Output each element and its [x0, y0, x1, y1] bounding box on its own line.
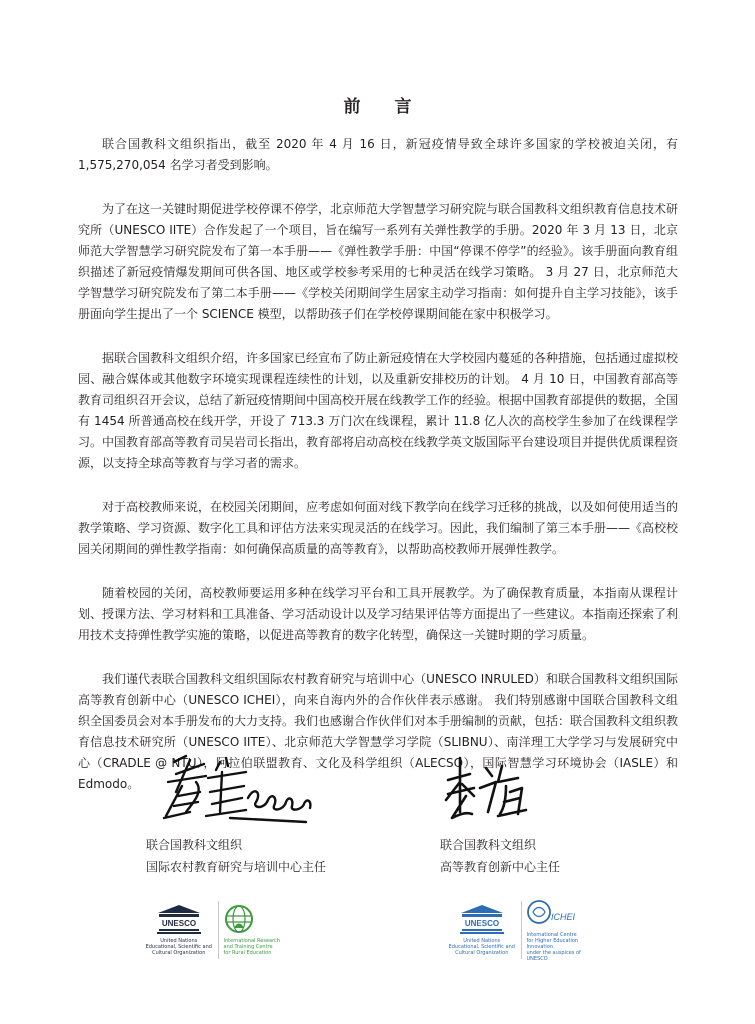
ichei-logo-text: ICHEI — [550, 912, 575, 922]
handwritten-signature-icon — [146, 752, 346, 830]
logo-divider — [218, 901, 219, 959]
logo-caption: under the auspices of UNESCO — [526, 950, 581, 962]
logo-group-ichei — [448, 898, 598, 962]
signature-block-ichei — [440, 752, 690, 878]
unesco-temple-icon — [157, 904, 201, 934]
logo-caption: and Training Centre — [223, 944, 273, 950]
logo-caption: International Centre — [526, 932, 577, 938]
unesco-temple-icon — [460, 904, 504, 934]
signatory-organization: 联合国教科文组织 — [440, 838, 537, 852]
logo-caption: International Research — [223, 938, 280, 944]
paragraph: 为了在这一关键时期促进学校停课不停学，北京师范大学智慧学习研究院与联合国教科文组织教育信息技术研究所（UNESCO IITE）合作发起了一个项目，旨在编写一系列有关弹性教学的手册。2020 年 3 月 13 日，北京师范大学智慧学习研究院发布了第一本手册——《弹性教学手册：中国“停课不停学”的经验》。该手册面向教育组织描述了新冠疫情爆发期间可供各国、地区或学校参考采用的七种灵活在线学习策略。 3 月 27 日，北京师范大学智慧学习研究院发布了第二本手册——《学校关闭期间学生居家主动学习指南：如何提升自主学习技能》，该手册面向学生提出了一个 SCIENCE 模型，以帮助孩子们在学校停课期间能在家中积极学习。 — [78, 202, 679, 321]
inruled-globe-icon — [224, 904, 254, 934]
signatory-title: 国际农村教育研究与培训中心主任 — [146, 860, 327, 874]
paragraph: 据联合国教科文组织介绍，许多国家已经宣布了防止新冠疫情在大学校园内蔓延的各种措施，包括通过虚拟校园、融合媒体或其他数字环境实现课程连续性的计划，以及重新安排校历的计划。 4 月 10 日，中国教育部高等教育司组织召开会议，总结了新冠疫情期间中国高校开展在线教学工作的经验。根据中国教育部提供的数据，全国有 1454 所普通高校在线开学，开设了 713.3 万门次在线课程，累计 11.8 亿人次的高校学生参加了在线课程学习。中国教育部高等教育司吴岩司长指出，教育部将启动高校在线教学英文版国际平台建设项目并提供优质课程资源，以支持全球高等教育与学习者的需求。 — [78, 351, 679, 470]
inruled-logo — [224, 904, 295, 956]
unesco-logo-text: UNESCO — [161, 919, 196, 928]
ichei-emblem-icon — [527, 898, 575, 928]
handwritten-signature-icon — [440, 752, 640, 830]
unesco-logo-text: UNESCO — [464, 919, 499, 928]
logo-caption: United Nations — [463, 938, 501, 944]
logo-caption: Educational, Scientific and — [448, 944, 515, 950]
paragraph: 联合国教科文组织指出，截至 2020 年 4 月 16 日，新冠疫情导致全球许多国家的学校被迫关闭，有 1,575,270,054 名学习者受到影响。 — [78, 137, 678, 172]
signatory-title: 高等教育创新中心主任 — [440, 860, 561, 874]
logo-caption: Educational, Scientific and — [145, 944, 212, 950]
ichei-logo — [527, 898, 598, 962]
unesco-logo — [145, 904, 213, 956]
unesco-logo — [448, 904, 516, 956]
preface-body — [78, 134, 678, 818]
logo-divider — [521, 901, 522, 959]
signatory-organization: 联合国教科文组织 — [146, 838, 243, 852]
logo-caption: Cultural Organization — [152, 950, 206, 956]
paragraph: 对于高校教师来说，在校园关闭期间，应考虑如何面对线下教学向在线学习迁移的挑战，以及如何使用适当的教学策略、学习资源、数字化工具和评估方法来实现灵活的在线学习。因此，我们编制了第三本手册——《高校校园关闭期间的弹性教学指南：如何确保高质量的高等教育》，以帮助高校教师开展弹性教学。 — [78, 500, 679, 556]
logo-caption: for Rural Education — [223, 950, 272, 956]
signature-block-inruled — [146, 752, 396, 878]
paragraph: 我们谨代表联合国教科文组织国际农村教育研究与培训中心（UNESCO INRULED）和联合国教科文组织国际高等教育创新中心（UNESCO ICHEI），向来自海内外的合作伙伴表示感谢。 我们特别感谢中国联合国教科文组织全国委员会对本手册发布的大力支持。我们也感谢合作伙伴们对本手册编制的贡献，包括：联合国教科文组织教育信息技术研究所（UNESCO IITE）、北京师范大学智慧学习学院（SLIBNU）、南洋理工大学学习与发展研究中心（CRADLE @ NTU），阿拉伯联盟教育、文化及科学组织（ALECSO），国际智慧学习环境协会（IASLE）和 Edmodo。 — [78, 672, 679, 791]
logo-caption: for Higher Education Innovation — [526, 938, 579, 950]
logo-caption: Cultural Organization — [455, 950, 509, 956]
logo-group-inruled — [145, 898, 295, 962]
paragraph: 随着校园的关闭，高校教师要运用多种在线学习平台和工具开展教学。为了确保教育质量，本指南从课程计划、授课方法、学习材料和工具准备、学习活动设计以及学习结果评估等方面提出了一些建议。本指南还探索了利用技术支持弹性教学实施的策略，以促进高等教育的数字化转型，确保这一关键时期的学习质量。 — [78, 586, 679, 642]
page-title: 前 言 — [343, 97, 426, 117]
logo-caption: United Nations — [160, 938, 198, 944]
